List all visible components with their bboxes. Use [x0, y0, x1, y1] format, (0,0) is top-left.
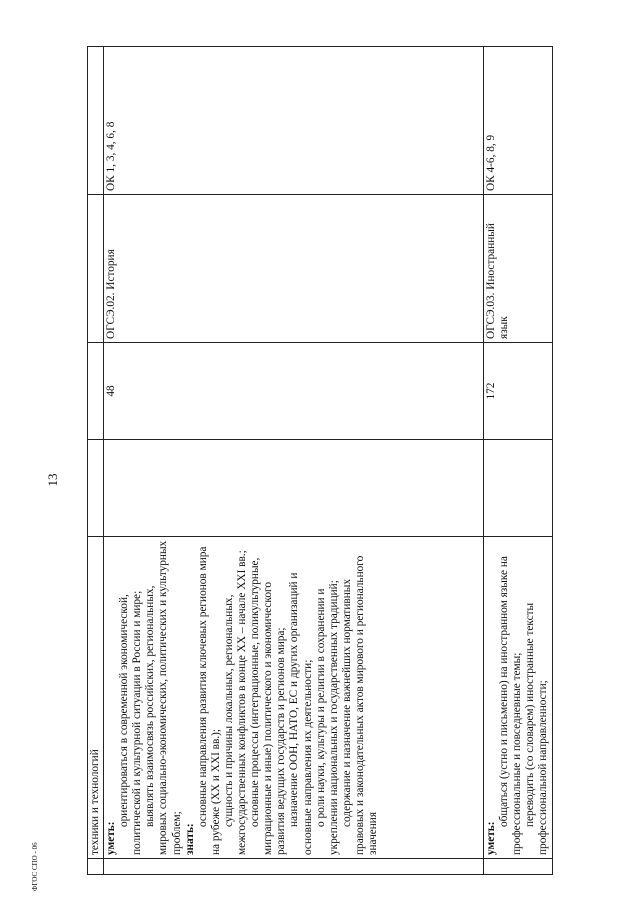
cell-index: [484, 859, 552, 875]
cell-hours: 172: [484, 343, 552, 440]
knowledge-line: назначение ООН, НАТО, ЕС и других организаций и основные направления их деятельности;: [288, 572, 314, 855]
curriculum-table: [87, 46, 553, 875]
cell-competencies: ОК 1, 3, 4, 6, 8: [104, 47, 484, 195]
page-number: 13: [45, 473, 60, 487]
cell-hours-max: [104, 440, 484, 537]
cell-competencies: ОК 4-6, 8, 9: [484, 47, 552, 195]
knowledge-line: основные направления развития ключевых регионов мира на рубеже (XX и XXI вв.);: [196, 546, 222, 855]
table-row: [484, 47, 552, 875]
cell-index: [104, 859, 484, 875]
cell-hours: 48: [104, 343, 484, 440]
cell-top-text: техники и технологий: [88, 537, 104, 859]
knowledge-line: уметь:: [105, 821, 118, 855]
rotated-table-wrapper: [87, 47, 550, 875]
knowledge-line: основные процессы (интеграционные, поликультурные, миграционные и иные) политического и экономического развития ведущих государств и регионов мира;: [249, 557, 288, 855]
knowledge-line: ориентироваться в современной экономической, политической и культурной ситуации в России и мире;: [118, 590, 144, 855]
cell-discipline: ОГСЭ.03. Иностранный язык: [484, 195, 552, 343]
cell-hours-max: [484, 440, 552, 537]
table-row: [104, 47, 484, 875]
cell-discipline: ОГСЭ.02. История: [104, 195, 484, 343]
cell-index: [88, 859, 104, 875]
knowledge-line: уметь:: [485, 821, 498, 855]
footer-code: ФГОС СПО - 06: [31, 842, 39, 891]
knowledge-line: общаться (устно и письменно) на иностранном языке на профессиональные и повседневные темы;: [498, 556, 524, 855]
table-row-top: [88, 47, 104, 875]
knowledge-line: выявлять взаимосвязь российских, региональных, мировых социально-экономических, политических и культурных проблем;: [144, 540, 183, 855]
knowledge-line: переводить (со словарем) иностранные тексты профессиональной направленности;: [524, 602, 550, 855]
knowledge-line: содержание и назначение важнейших нормативных правовых и законодательных актов мирового и регионального значения: [340, 555, 379, 855]
knowledge-line: о роли науки, культуры и религии в сохранении и укреплении национальных и государственных традиций;: [314, 580, 340, 855]
cell-knowledge: [484, 537, 552, 859]
knowledge-line: знать:: [183, 823, 196, 855]
cell-knowledge: [104, 537, 484, 859]
knowledge-line: сущность и причины локальных, региональных, межгосударственных конфликтов в конце XX – начале XXI вв.;: [222, 550, 249, 855]
